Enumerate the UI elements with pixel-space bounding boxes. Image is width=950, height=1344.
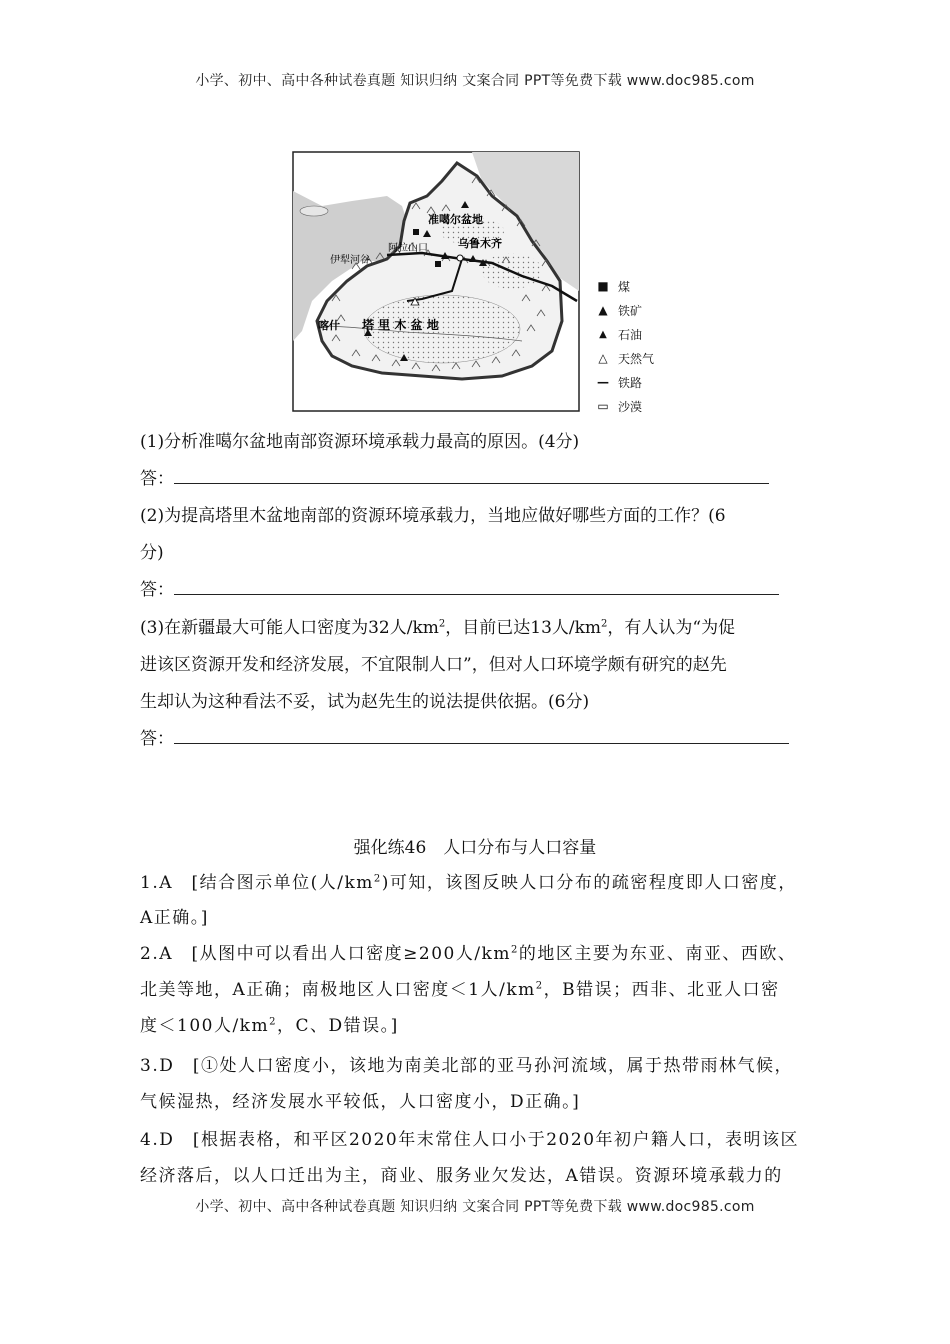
label-urumqi: 乌鲁木齐 — [458, 237, 502, 250]
label-kashgar: 喀什 — [318, 319, 340, 332]
question-3-cont: 生却认为这种看法不妥，试为赵先生的说法提供依据。(6分) — [140, 692, 590, 712]
legend-item: ▲ 石油 — [594, 322, 654, 346]
question-3: (3)在新疆最大可能人口密度为32人$/km^2$，目前已达13人$/km^2$，有人认为“为促 — [140, 618, 736, 638]
question-3-cont: 进该区资源开发和经济发展，不宜限制人口”，但对人口环境学颇有研究的赵先 — [140, 655, 727, 675]
answer-2-cont: 北美等地，A正确；南极地区人口密度＜1人$/km^2$，B错误；西非、北亚人口密 — [140, 980, 780, 1000]
answer-line-2: 答： — [140, 578, 820, 602]
answer-line-3: 答： — [140, 727, 820, 751]
answer-2-cont: 度＜100人$/km^2$，C、D错误。] — [140, 1016, 399, 1036]
answer-2: 2.A [从图中可以看出人口密度≥200人$/km^2$的地区主要为东亚、南亚、西欧、 — [140, 944, 797, 964]
question-2: (2)为提高塔里木盆地南部的资源环境承载力，当地应做好哪些方面的工作？(6 — [140, 506, 726, 526]
railway-icon: — — [597, 375, 609, 389]
answer-1-cont: A正确。] — [140, 908, 209, 928]
answer-3: 3.D [①处人口密度小，该地为南美北部的亚马孙河流域，属于热带雨林气候， — [140, 1056, 793, 1076]
page-header: 小学、初中、高中各种试卷真题 知识归纳 文案合同 PPT等免费下载 www.doc985.com — [195, 73, 755, 89]
label-junggar: 准噶尔盆地 — [428, 213, 483, 226]
coal-icon: ■ — [597, 279, 609, 293]
map-legend — [594, 274, 654, 418]
label-tarim: 塔 里 木 盆 地 — [362, 318, 439, 332]
legend-item: ▭ 沙漠 — [594, 394, 654, 418]
question-2-cont: 分) — [140, 543, 164, 563]
label-alashankou: 阿拉山口 — [388, 243, 428, 254]
legend-item: △ 天然气 — [594, 346, 654, 370]
answer-line-1: 答： — [140, 467, 820, 491]
section-title: 强化练46 人口分布与人口容量 — [353, 838, 597, 858]
iron-ore-icon: ▲ — [598, 303, 608, 317]
page-footer: 小学、初中、高中各种试卷真题 知识归纳 文案合同 PPT等免费下载 www.doc985.com — [195, 1199, 755, 1215]
natural-gas-icon: △ — [598, 351, 608, 365]
question-1: (1)分析准噶尔盆地南部资源环境承载力最高的原因。(4分) — [140, 432, 580, 452]
answer-4: 4.D [根据表格，和平区2020年末常住人口小于2020年初户籍人口，表明该区 — [140, 1130, 800, 1150]
legend-item: ▲ 铁矿 — [594, 298, 654, 322]
legend-item: ■ 煤 — [594, 274, 654, 298]
label-yili: 伊犁河谷 — [330, 255, 370, 266]
legend-item: — 铁路 — [594, 370, 654, 394]
desert-icon: ▭ — [597, 399, 609, 413]
oil-icon: ▲ — [599, 328, 607, 340]
answer-3-cont: 气候湿热，经济发展水平较低，人口密度小，D正确。] — [140, 1092, 581, 1112]
answer-1: 1.A [结合图示单位(人$/km^2$)可知，该图反映人口分布的疏密程度即人口密度， — [140, 873, 797, 893]
xinjiang-map — [292, 151, 582, 417]
answer-4-cont: 经济落后，以人口迁出为主，商业、服务业欠发达，A错误。资源环境承载力的 — [140, 1166, 783, 1186]
